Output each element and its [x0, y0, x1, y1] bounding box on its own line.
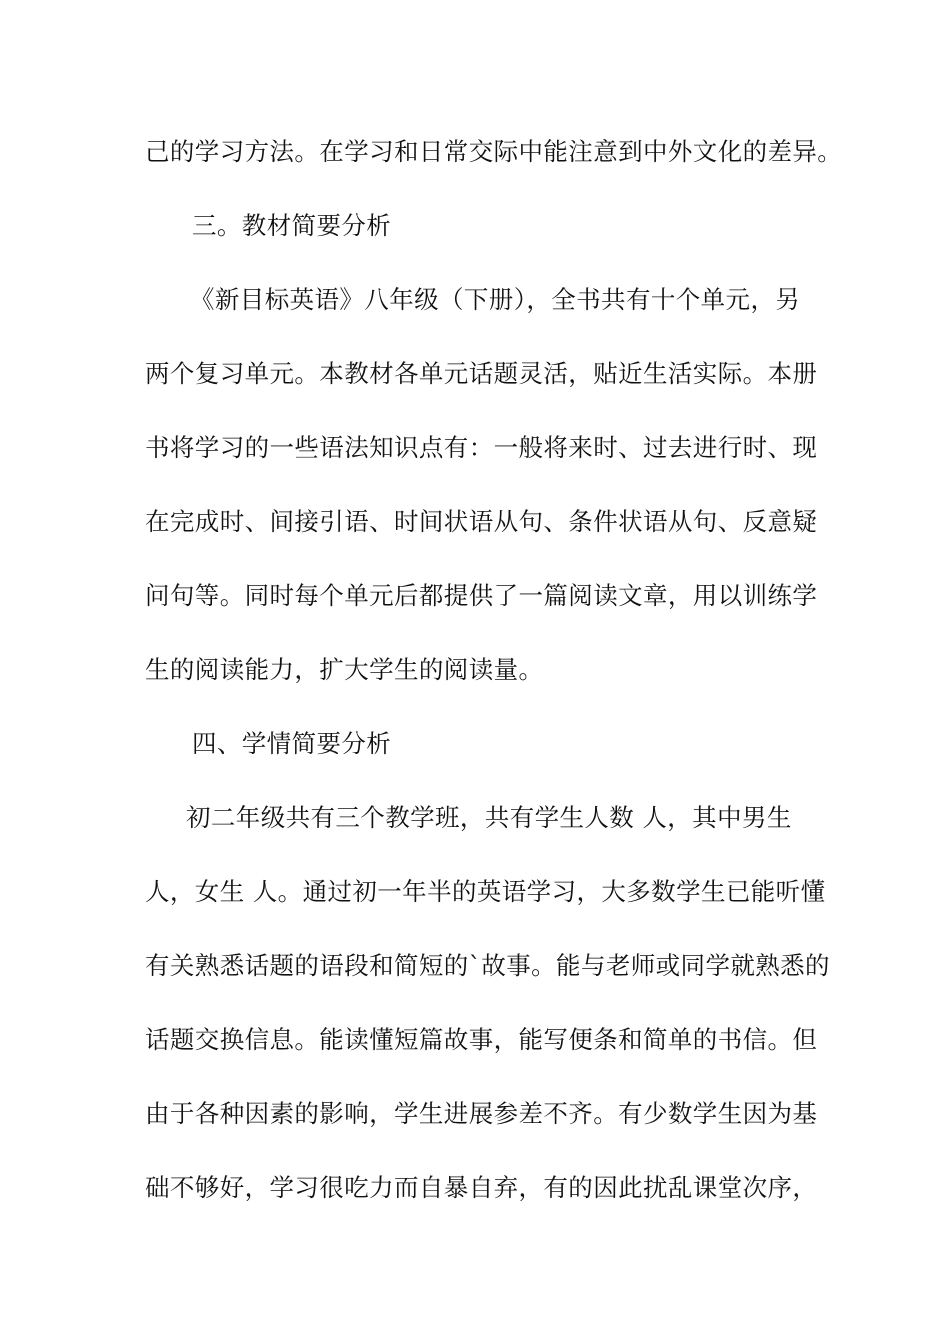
paragraph-line: 人，女生 人。通过初一年半的英语学习，大多数学生已能听懂 — [145, 877, 826, 906]
section-heading-student-analysis: 四、学情简要分析 — [192, 729, 392, 758]
paragraph-line: 问句等。同时每个单元后都提供了一篇阅读文章，用以训练学 — [145, 581, 818, 610]
paragraph-line: 在完成时、间接引语、时间状语从句、条件状语从句、反意疑 — [145, 507, 818, 536]
paragraph-line: 生的阅读能力，扩大学生的阅读量。 — [145, 655, 544, 684]
paragraph-line: 由于各种因素的影响，学生进展参差不齐。有少数学生因为基 — [145, 1099, 818, 1128]
paragraph-line: 《新目标英语》八年级（下册），全书共有十个单元，另 — [190, 285, 801, 314]
paragraph-line: 初二年级共有三个教学班，共有学生人数 人，其中男生 — [186, 803, 792, 832]
paragraph-line: 两个复习单元。本教材各单元话题灵活，贴近生活实际。本册 — [145, 359, 818, 388]
paragraph-line: 书将学习的一些语法知识点有：一般将来时、过去进行时、现 — [145, 433, 818, 462]
paragraph-line: 有关熟悉话题的语段和简短的`故事。能与老师或同学就熟悉的 — [145, 951, 830, 980]
paragraph-line: 话题交换信息。能读懂短篇故事，能写便条和简单的书信。但 — [145, 1025, 818, 1054]
section-heading-textbook-analysis: 三。教材简要分析 — [192, 211, 392, 240]
paragraph-line: 础不够好，学习很吃力而自暴自弃，有的因此扰乱课堂次序， — [145, 1173, 818, 1202]
paragraph-line: 己的学习方法。在学习和日常交际中能注意到中外文化的差异。 — [145, 137, 843, 166]
